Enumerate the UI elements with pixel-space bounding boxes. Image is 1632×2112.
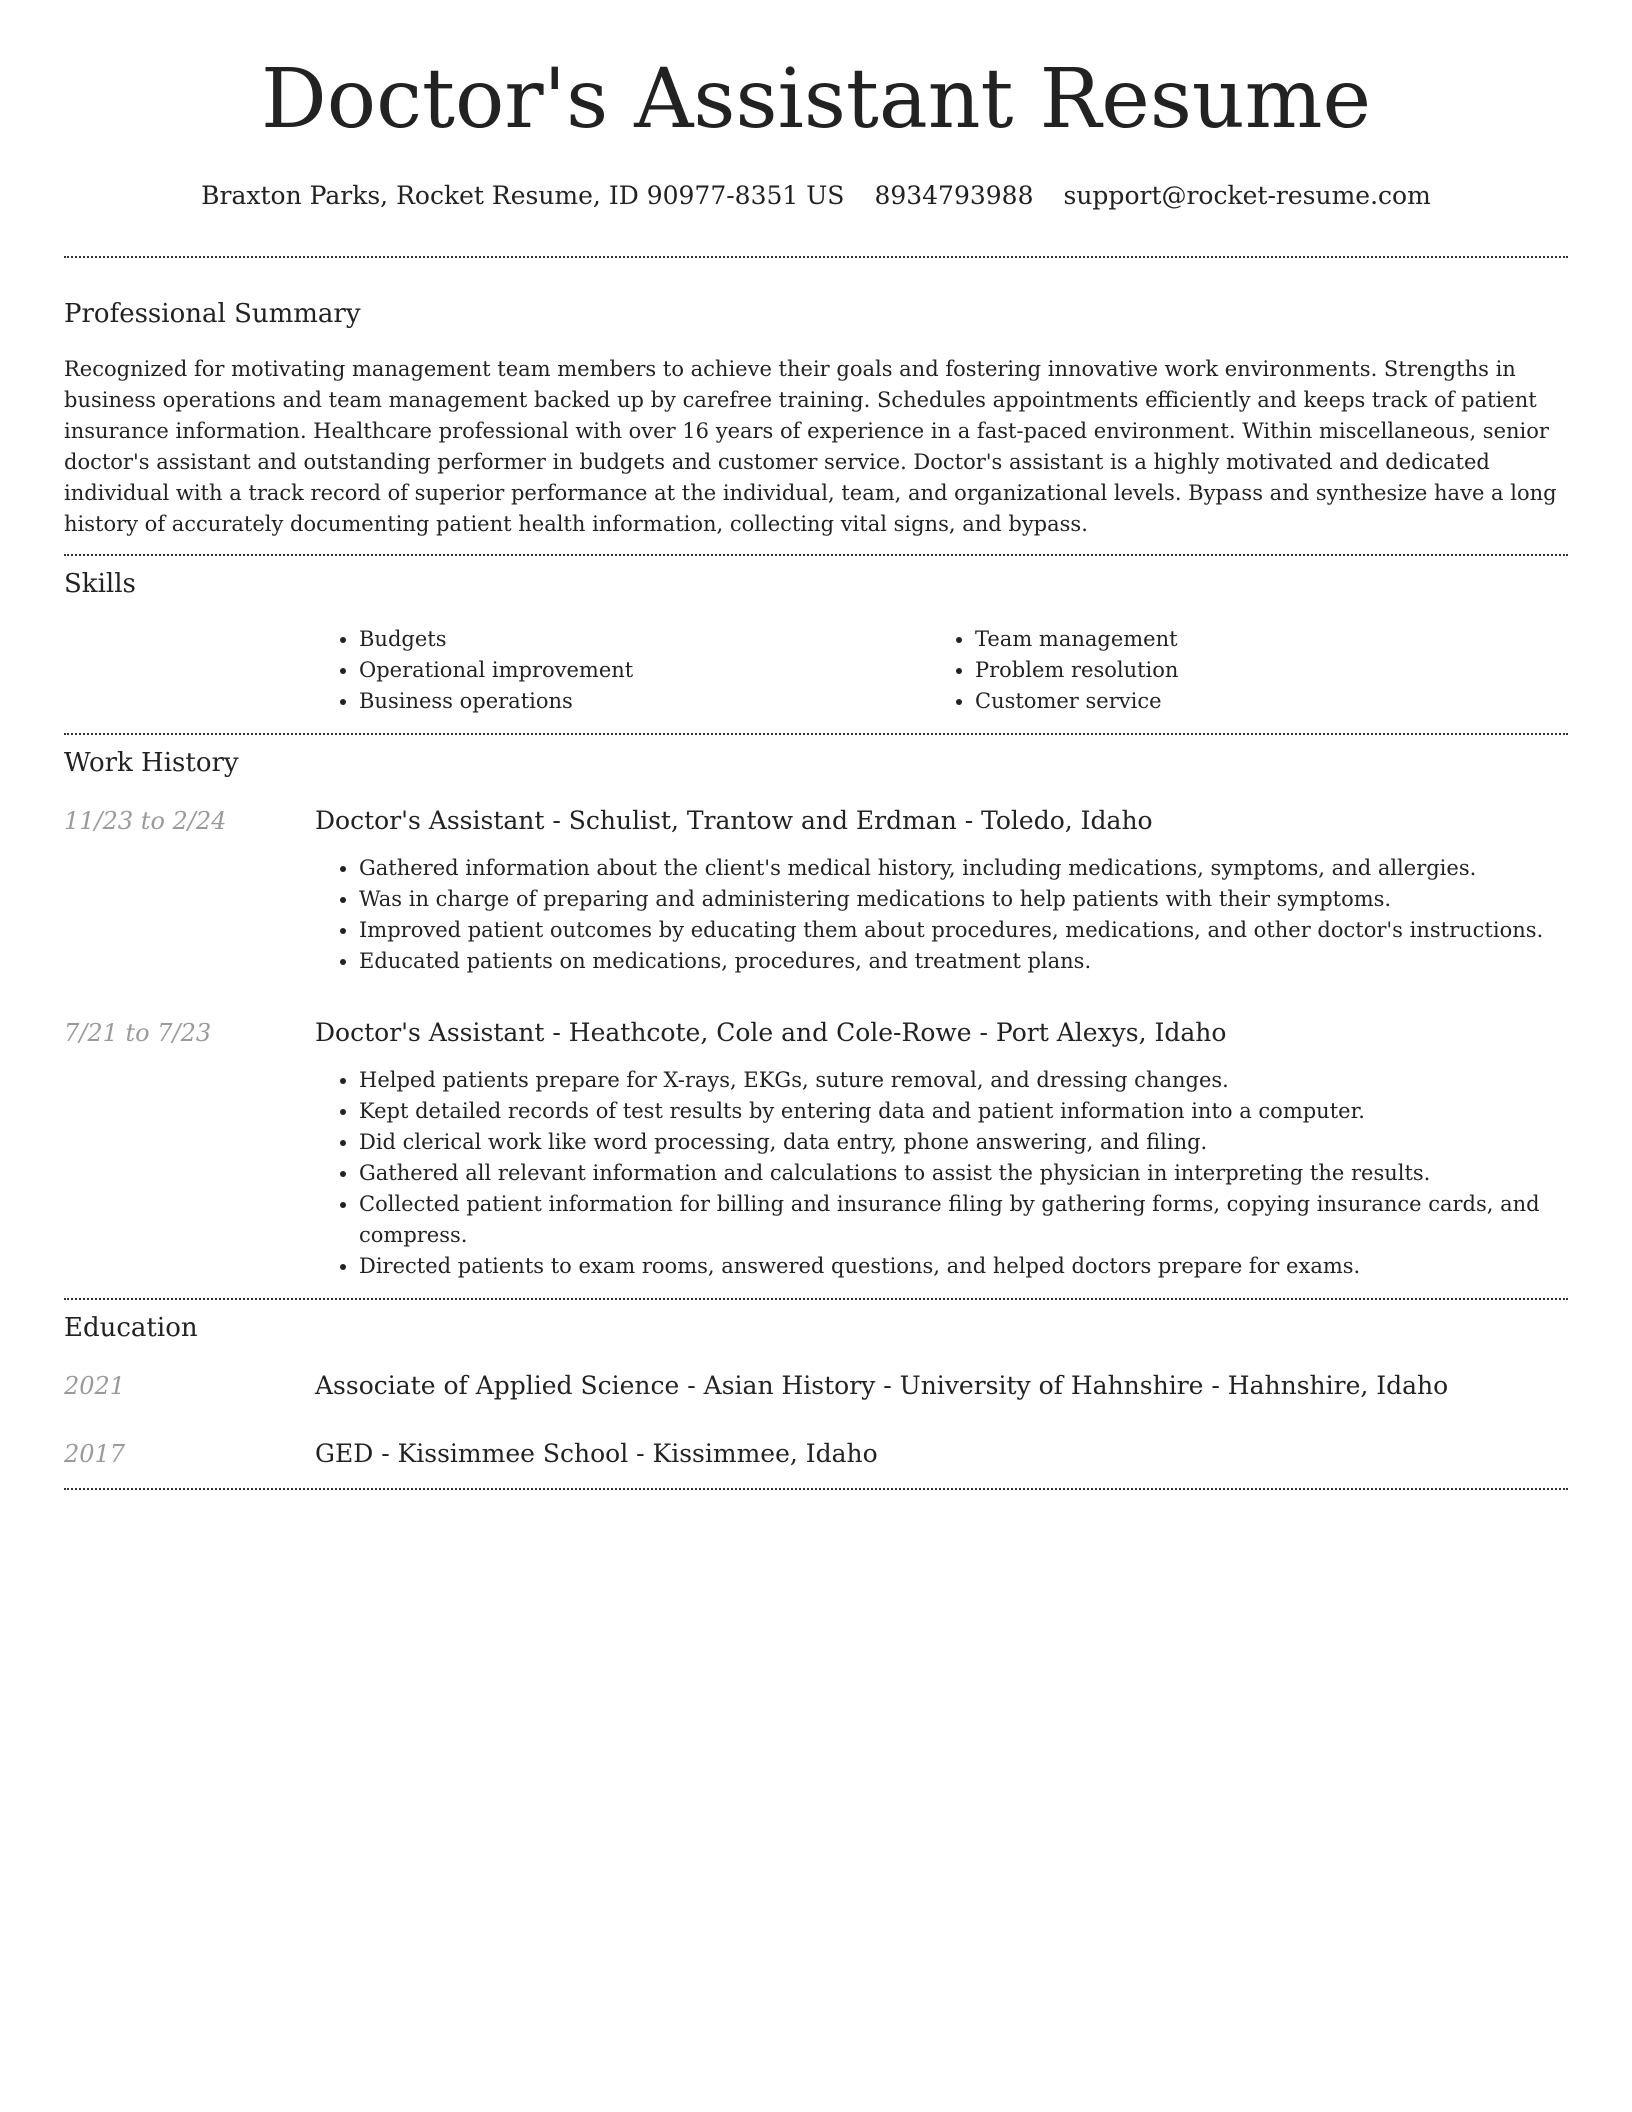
section-heading-work: Work History bbox=[64, 748, 239, 778]
job-bullet: • Did clerical work like word processing, data entry, phone answering, and filing. bbox=[359, 1127, 1568, 1158]
skill-item: • Business operations bbox=[359, 686, 931, 717]
skills-list-right bbox=[931, 624, 1547, 717]
section-heading-education: Education bbox=[64, 1313, 198, 1343]
summary-section bbox=[64, 258, 1568, 540]
job-title: Doctor's Assistant - Heathcote, Cole and Cole-Rowe - Port Alexys, Idaho bbox=[315, 1018, 1227, 1047]
skill-item: • Team management bbox=[975, 624, 1547, 655]
education-year: 2021 bbox=[64, 1372, 126, 1400]
job-bullet: • Gathered all relevant information and calculations to assist the physician in interpreting the results. bbox=[359, 1158, 1568, 1189]
education-title: Associate of Applied Science - Asian History - University of Hahnshire - Hahnshire, Idaho bbox=[315, 1371, 1449, 1400]
job-bullet: • Collected patient information for billing and insurance filing by gathering forms, copying insurance cards, and compress. bbox=[359, 1189, 1568, 1251]
contact-email: support@rocket-resume.com bbox=[1063, 181, 1431, 210]
job-bullet: • Was in charge of preparing and administering medications to help patients with their symptoms. bbox=[359, 884, 1568, 915]
job-bullets bbox=[315, 853, 1568, 977]
job-bullet: • Improved patient outcomes by educating them about procedures, medications, and other doctor's instructions. bbox=[359, 915, 1568, 946]
job-bullets bbox=[315, 1065, 1568, 1282]
job-bullet: • Helped patients prepare for X-rays, EKGs, suture removal, and dressing changes. bbox=[359, 1065, 1568, 1096]
education-entry bbox=[64, 1438, 1568, 1470]
job-entry bbox=[64, 805, 1568, 977]
job-dates: 7/21 to 7/23 bbox=[64, 1019, 212, 1047]
skill-item: • Budgets bbox=[359, 624, 931, 655]
job-entry bbox=[64, 1017, 1568, 1282]
job-bullet: • Educated patients on medications, procedures, and treatment plans. bbox=[359, 946, 1568, 977]
job-bullet: • Kept detailed records of test results by entering data and patient information into a computer. bbox=[359, 1096, 1568, 1127]
resume-page bbox=[64, 0, 1568, 1490]
contact-phone: 8934793988 bbox=[874, 181, 1034, 210]
education-title: GED - Kissimmee School - Kissimmee, Idaho bbox=[315, 1439, 878, 1468]
skills-section bbox=[64, 556, 1568, 717]
divider bbox=[64, 1488, 1568, 1490]
education-section bbox=[64, 1300, 1568, 1470]
skills-list-left bbox=[315, 624, 931, 717]
job-bullet: • Gathered information about the client's medical history, including medications, symptoms, and allergies. bbox=[359, 853, 1568, 884]
job-title: Doctor's Assistant - Schulist, Trantow and Erdman - Toledo, Idaho bbox=[315, 806, 1153, 835]
contact-address: Braxton Parks, Rocket Resume, ID 90977-8351 US bbox=[201, 181, 845, 210]
education-entry bbox=[64, 1370, 1568, 1402]
education-year: 2017 bbox=[64, 1440, 126, 1468]
job-dates: 11/23 to 2/24 bbox=[64, 807, 227, 835]
work-section bbox=[64, 735, 1568, 1282]
skill-item: • Operational improvement bbox=[359, 655, 931, 686]
resume-title: Doctor's Assistant Resume bbox=[260, 52, 1372, 147]
contact-line bbox=[64, 180, 1568, 212]
skills-grid bbox=[315, 624, 1568, 717]
skill-item: • Customer service bbox=[975, 686, 1547, 717]
section-heading-skills: Skills bbox=[64, 569, 136, 599]
job-bullet: • Directed patients to exam rooms, answered questions, and helped doctors prepare for exams. bbox=[359, 1251, 1568, 1282]
section-heading-summary: Professional Summary bbox=[64, 299, 361, 329]
summary-text: Recognized for motivating management team members to achieve their goals and fostering innovative work environments. Strengths in business operations and team management backed up by carefree training. Schedules appointments efficiently and keeps track of patient insurance information. Healthcare professional with over 16 years of experience in a fast-paced environment. Within miscellaneous, senior doctor's assistant and outstanding performer in budgets and customer service. Doctor's assistant is a highly motivated and dedicated individual with a track record of superior performance at the individual, team, and organizational levels. Bypass and synthesize have a long history of accurately documenting patient health information, collecting vital signs, and bypass. bbox=[64, 357, 1557, 536]
skill-item: • Problem resolution bbox=[975, 655, 1547, 686]
